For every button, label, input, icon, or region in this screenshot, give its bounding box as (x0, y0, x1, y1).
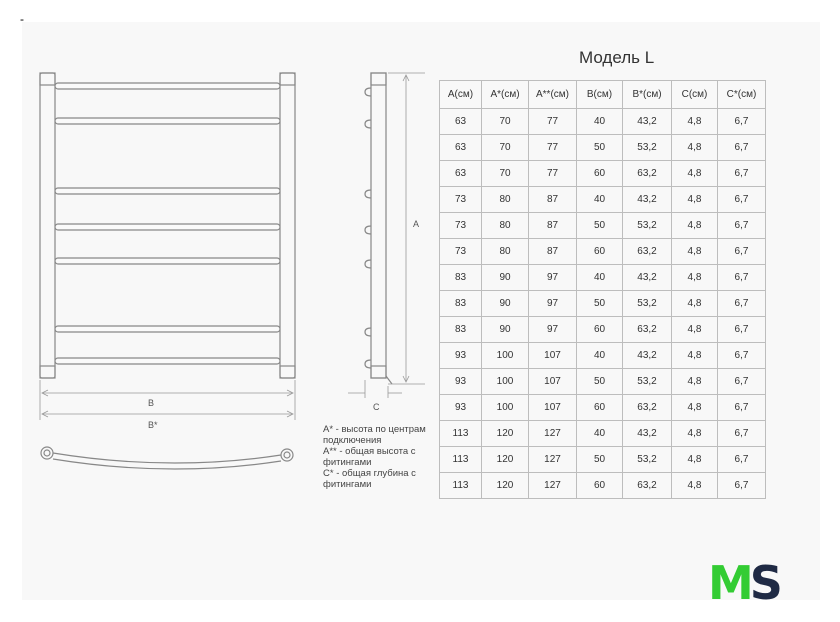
table-cell: 63 (440, 109, 482, 135)
table-cell: 97 (529, 291, 577, 317)
table-row (440, 161, 766, 187)
table-cell: 90 (482, 317, 529, 343)
model-title: Модель L (579, 48, 655, 67)
table-cell: 6,7 (718, 291, 766, 317)
table-cell: 77 (529, 161, 577, 187)
rung (55, 224, 280, 230)
table-cell: 4,8 (672, 239, 718, 265)
table-cell: 60 (577, 161, 623, 187)
col-header: B(см) (577, 81, 623, 109)
side-rung-stub (365, 190, 371, 198)
table-cell: 4,8 (672, 213, 718, 239)
note-line: A** - общая высота с (323, 446, 416, 457)
table-cell: 63,2 (623, 395, 672, 421)
top-view-end-left (41, 447, 53, 459)
ms-logo (708, 556, 779, 610)
side-fitting (386, 376, 392, 384)
table-cell: 127 (529, 447, 577, 473)
table-cell: 50 (577, 369, 623, 395)
table-cell: 40 (577, 265, 623, 291)
logo-letter-s: S (749, 556, 779, 610)
table-cell: 50 (577, 213, 623, 239)
table-cell: 63,2 (623, 473, 672, 499)
col-header: C*(см) (718, 81, 766, 109)
table-cell: 100 (482, 343, 529, 369)
side-rung-stub (365, 226, 371, 234)
table-row (440, 447, 766, 473)
top-view-rail-inner (53, 459, 281, 469)
table-cell: 60 (577, 473, 623, 499)
top-view-end-left-inner (44, 450, 50, 456)
side-post-cap-top (371, 73, 386, 85)
side-rung-stub (365, 360, 371, 368)
left-post-cap-top (40, 73, 55, 85)
table-cell: 113 (440, 421, 482, 447)
table-body (440, 109, 766, 499)
table-cell: 4,8 (672, 265, 718, 291)
table-cell: 43,2 (623, 265, 672, 291)
top-view-end-right-inner (284, 452, 290, 458)
side-rung-stub (365, 88, 371, 96)
dimension-notes (323, 424, 426, 490)
table-cell: 50 (577, 291, 623, 317)
rung (55, 358, 280, 364)
table-row (440, 239, 766, 265)
table-row (440, 369, 766, 395)
dim-c-label: C (373, 402, 380, 412)
col-header: A*(см) (482, 81, 529, 109)
table-cell: 70 (482, 109, 529, 135)
table-cell: 4,8 (672, 421, 718, 447)
table-cell: 6,7 (718, 187, 766, 213)
table-cell: 40 (577, 343, 623, 369)
rung (55, 188, 280, 194)
table-cell: 43,2 (623, 421, 672, 447)
table-row (440, 421, 766, 447)
dim-a-label: A (413, 219, 420, 229)
side-post (371, 73, 386, 378)
logo-letter-m: M (708, 556, 750, 610)
table-cell: 6,7 (718, 265, 766, 291)
rung (55, 118, 280, 124)
table-cell: 6,7 (718, 213, 766, 239)
table-row (440, 473, 766, 499)
table-cell: 53,2 (623, 447, 672, 473)
table-cell: 4,8 (672, 135, 718, 161)
table-cell: 6,7 (718, 447, 766, 473)
top-view (41, 447, 293, 469)
table-cell: 43,2 (623, 109, 672, 135)
table-cell: 73 (440, 213, 482, 239)
col-header: B*(см) (623, 81, 672, 109)
corner-marker: - (20, 12, 24, 26)
left-post (40, 73, 55, 378)
table-cell: 4,8 (672, 343, 718, 369)
table-cell: 60 (577, 395, 623, 421)
table-cell: 93 (440, 395, 482, 421)
table-cell: 107 (529, 369, 577, 395)
table-cell: 4,8 (672, 369, 718, 395)
table-cell: 4,8 (672, 317, 718, 343)
table-cell: 60 (577, 239, 623, 265)
rung (55, 83, 280, 89)
table-cell: 4,8 (672, 161, 718, 187)
table-cell: 50 (577, 135, 623, 161)
note-line: A* - высота по центрам (323, 424, 426, 435)
table-cell: 50 (577, 447, 623, 473)
side-rung-stub (365, 120, 371, 128)
table-cell: 43,2 (623, 187, 672, 213)
table-cell: 60 (577, 317, 623, 343)
note-line: фитингами (323, 457, 372, 468)
table-row (440, 265, 766, 291)
table-cell: 4,8 (672, 473, 718, 499)
table-row (440, 291, 766, 317)
dim-b-star-label: B* (148, 420, 158, 430)
table-cell: 80 (482, 239, 529, 265)
table-cell: 40 (577, 421, 623, 447)
table-cell: 80 (482, 213, 529, 239)
note-line: подключения (323, 435, 382, 446)
table-cell: 73 (440, 239, 482, 265)
size-table (439, 80, 766, 499)
table-cell: 113 (440, 447, 482, 473)
dim-b-label: B (148, 398, 155, 408)
table-cell: 63 (440, 161, 482, 187)
table-cell: 93 (440, 369, 482, 395)
table-cell: 87 (529, 239, 577, 265)
table-row (440, 135, 766, 161)
right-post-cap-top (280, 73, 295, 85)
table-row (440, 343, 766, 369)
table-cell: 80 (482, 187, 529, 213)
table-cell: 6,7 (718, 109, 766, 135)
col-header: C(см) (672, 81, 718, 109)
table-row (440, 317, 766, 343)
table-cell: 77 (529, 135, 577, 161)
table-cell: 6,7 (718, 473, 766, 499)
table-cell: 113 (440, 473, 482, 499)
table-row (440, 395, 766, 421)
table-cell: 120 (482, 473, 529, 499)
col-header: A**(см) (529, 81, 577, 109)
table-cell: 53,2 (623, 369, 672, 395)
table-cell: 90 (482, 265, 529, 291)
table-cell: 6,7 (718, 395, 766, 421)
table-cell: 120 (482, 447, 529, 473)
table-cell: 63,2 (623, 161, 672, 187)
table-header-row (440, 81, 766, 109)
note-line: C* - общая глубина с (323, 468, 416, 479)
side-post-cap-bottom (371, 366, 386, 378)
table-cell: 70 (482, 135, 529, 161)
right-post (280, 73, 295, 378)
table-cell: 40 (577, 109, 623, 135)
table-cell: 4,8 (672, 291, 718, 317)
table-cell: 63,2 (623, 239, 672, 265)
side-rung-stub (365, 260, 371, 268)
left-post-cap-bottom (40, 366, 55, 378)
side-rung-stub (365, 328, 371, 336)
table-cell: 127 (529, 421, 577, 447)
table-cell: 77 (529, 109, 577, 135)
top-view-rail (53, 453, 281, 463)
note-line: фитингами (323, 479, 372, 490)
table-cell: 70 (482, 161, 529, 187)
table-cell: 6,7 (718, 343, 766, 369)
table-cell: 100 (482, 395, 529, 421)
table-cell: 87 (529, 187, 577, 213)
table-cell: 4,8 (672, 447, 718, 473)
table-cell: 73 (440, 187, 482, 213)
table-cell: 4,8 (672, 395, 718, 421)
table-cell: 87 (529, 213, 577, 239)
right-post-cap-bottom (280, 366, 295, 378)
table-cell: 6,7 (718, 239, 766, 265)
table-cell: 4,8 (672, 187, 718, 213)
side-view (365, 73, 392, 384)
table-cell: 6,7 (718, 135, 766, 161)
rung (55, 326, 280, 332)
table-cell: 93 (440, 343, 482, 369)
table-cell: 6,7 (718, 369, 766, 395)
table-cell: 83 (440, 291, 482, 317)
col-header: A(см) (440, 81, 482, 109)
table-cell: 83 (440, 317, 482, 343)
table-cell: 63,2 (623, 317, 672, 343)
table-cell: 4,8 (672, 109, 718, 135)
table-cell: 97 (529, 265, 577, 291)
table-cell: 107 (529, 395, 577, 421)
table-cell: 40 (577, 187, 623, 213)
table-cell: 6,7 (718, 317, 766, 343)
table-cell: 6,7 (718, 161, 766, 187)
rung (55, 258, 280, 264)
table-cell: 97 (529, 317, 577, 343)
table-cell: 90 (482, 291, 529, 317)
table-cell: 63 (440, 135, 482, 161)
rungs (55, 83, 280, 364)
table-cell: 127 (529, 473, 577, 499)
table-cell: 107 (529, 343, 577, 369)
table-cell: 83 (440, 265, 482, 291)
table-cell: 53,2 (623, 213, 672, 239)
top-view-end-right (281, 449, 293, 461)
table-cell: 120 (482, 421, 529, 447)
table-cell: 6,7 (718, 421, 766, 447)
table-cell: 53,2 (623, 291, 672, 317)
table-cell: 43,2 (623, 343, 672, 369)
table-row (440, 213, 766, 239)
table-row (440, 187, 766, 213)
table-cell: 100 (482, 369, 529, 395)
table-cell: 53,2 (623, 135, 672, 161)
table-row (440, 109, 766, 135)
